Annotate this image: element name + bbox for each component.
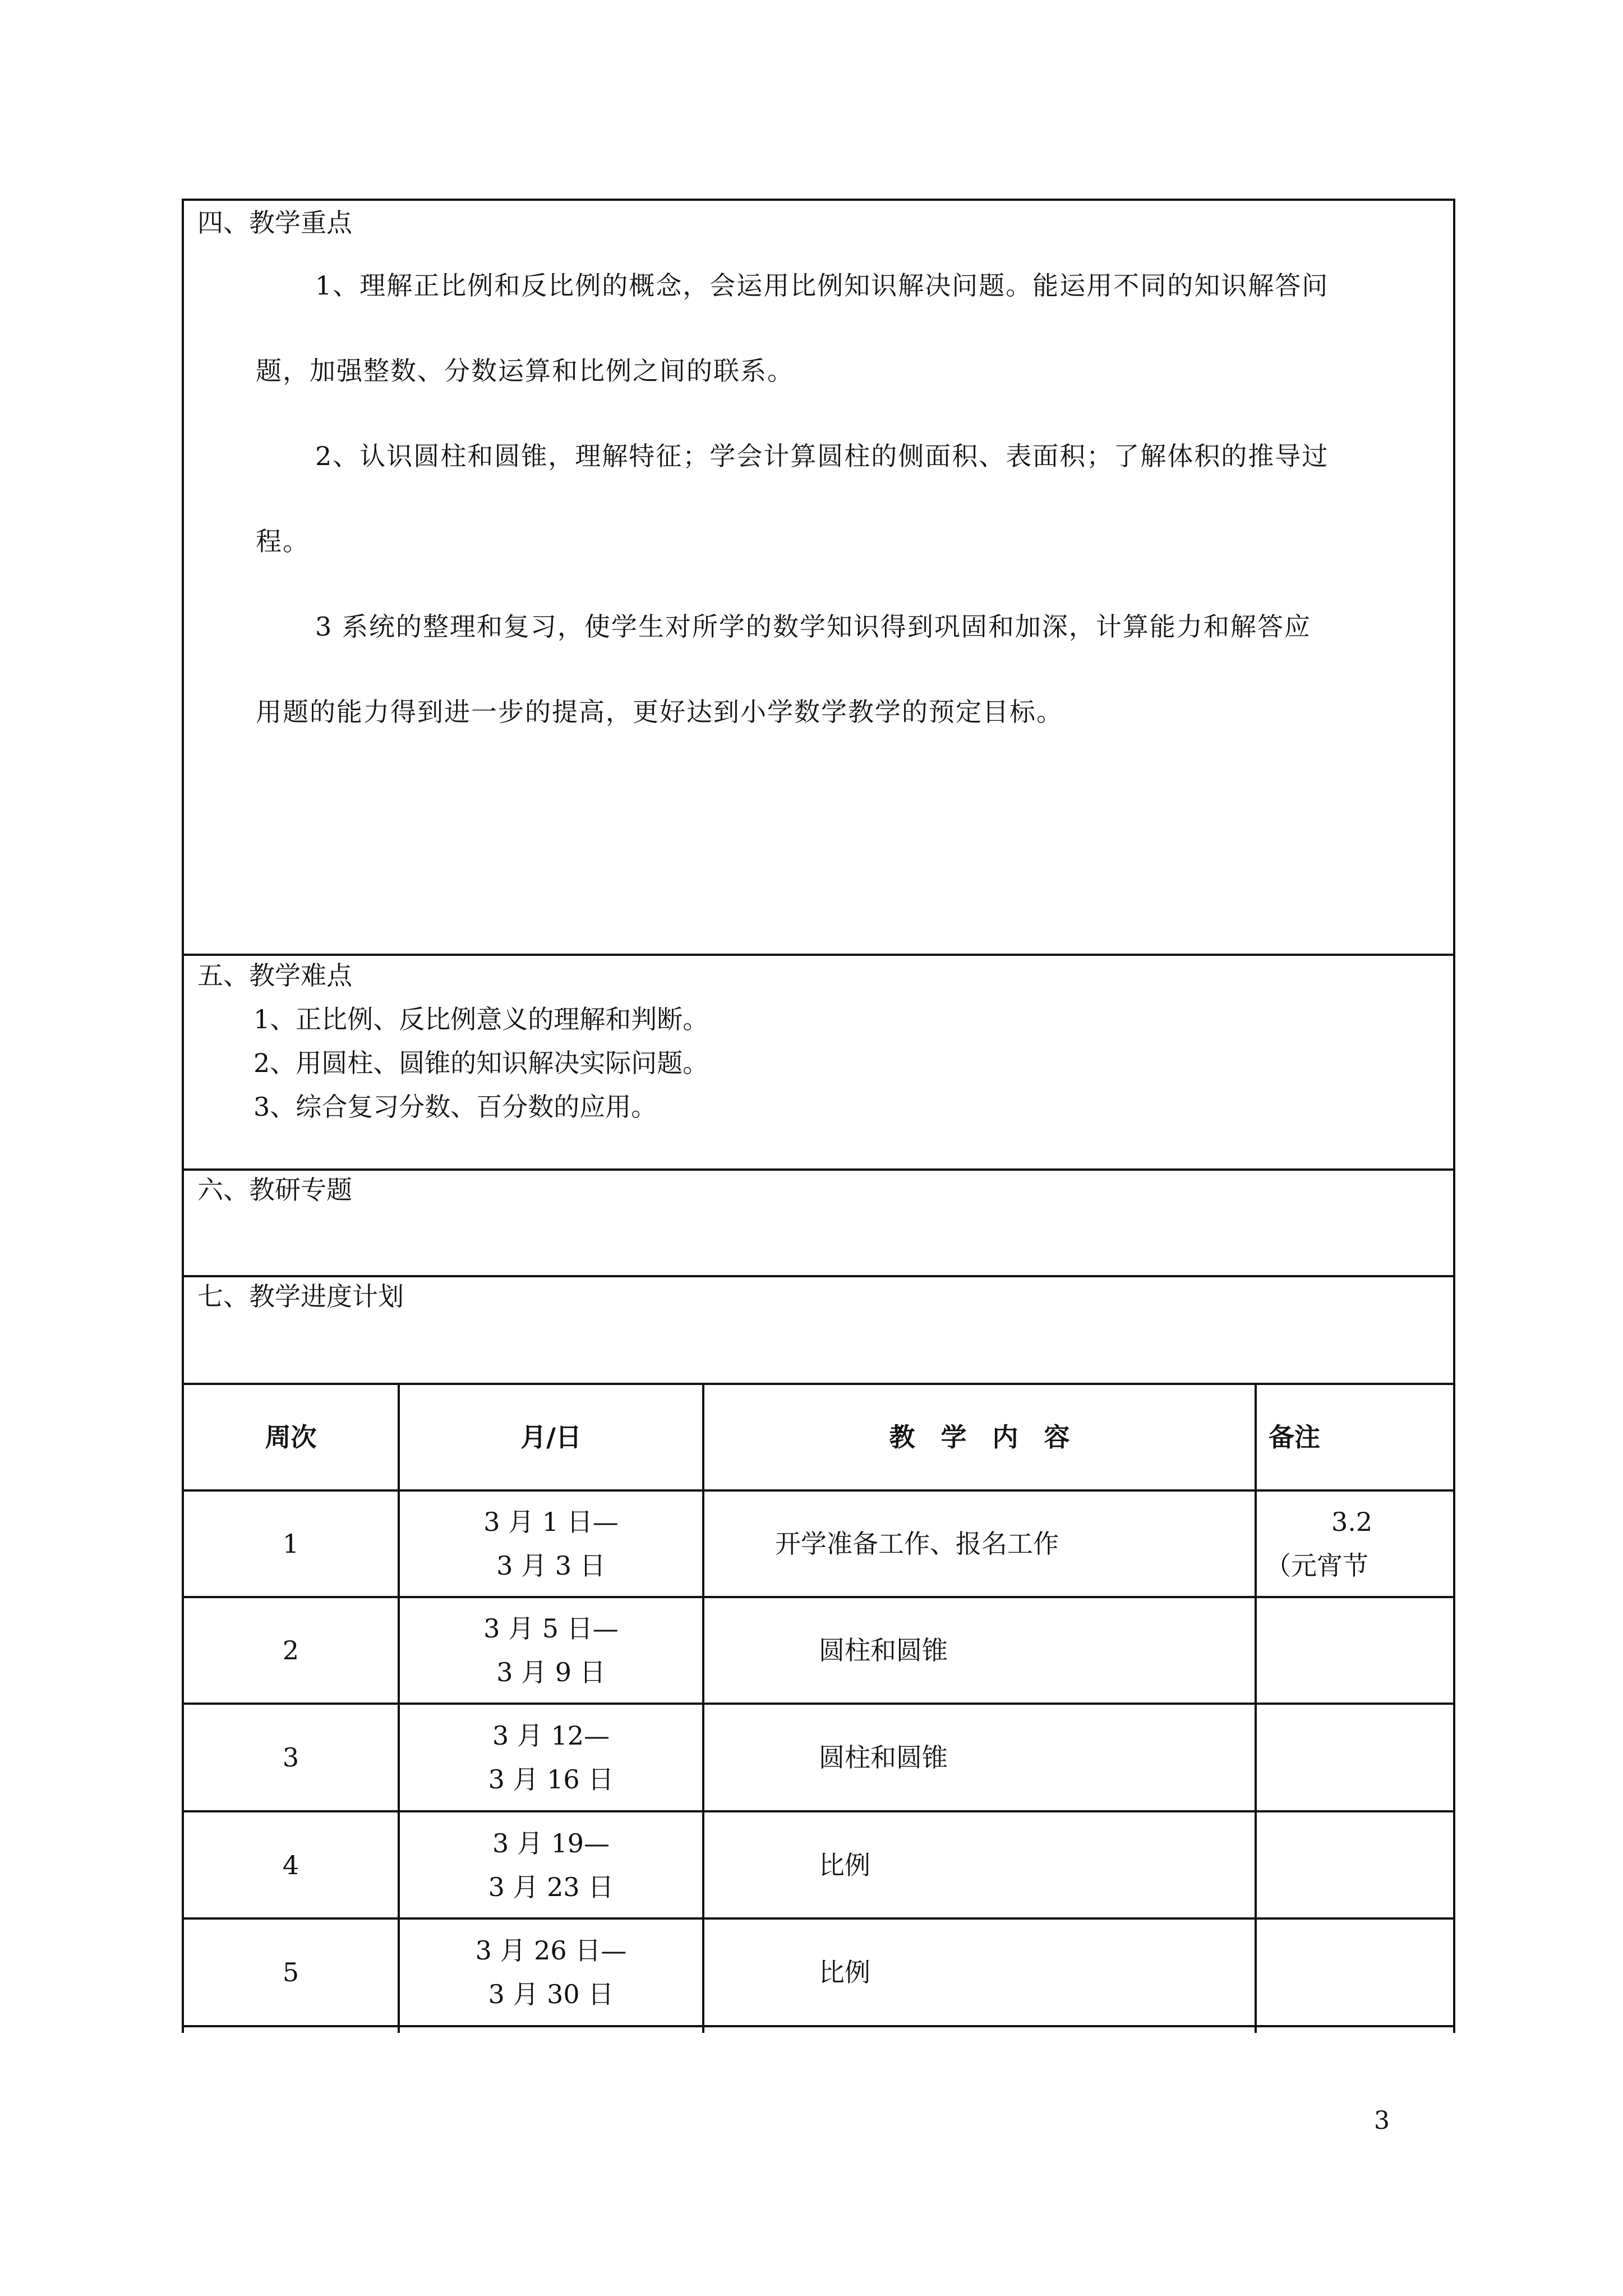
- date-cell: [400, 1920, 702, 2025]
- section-research-title: 六、教研专题: [197, 1175, 352, 1205]
- date-cell: [400, 1598, 702, 1703]
- date-start: 3 月 12—: [492, 1720, 610, 1751]
- content-text: 开学准备工作、报名工作: [775, 1529, 1059, 1559]
- table-bottom: [182, 2025, 1455, 2027]
- note-line-1: 3.2: [1331, 1507, 1373, 1537]
- date-start: 3 月 5 日—: [483, 1613, 619, 1644]
- date-start: 3 月 1 日—: [483, 1507, 619, 1537]
- table-row: [184, 1598, 398, 1703]
- content-cell: [819, 1920, 1251, 2025]
- week-cell: 2: [282, 1635, 299, 1665]
- focus-line-4: 程。: [256, 526, 310, 556]
- frame-right: [1453, 199, 1455, 2033]
- week-cell: 5: [282, 1957, 299, 1987]
- table-row: [184, 1812, 398, 1917]
- focus-line-2: 题，加强整数、分数运算和比例之间的联系。: [256, 356, 794, 386]
- frame-top: [182, 199, 1455, 201]
- section-focus-title: 四、教学重点: [197, 208, 352, 238]
- difficulty-line-3: 3、综合复习分数、百分数的应用。: [253, 1092, 657, 1122]
- table-row: [184, 1492, 398, 1596]
- date-start: 3 月 19—: [492, 1828, 610, 1858]
- content-cell: [775, 1492, 1252, 1596]
- table-row: [184, 1920, 398, 2025]
- section-schedule-title: 七、教学进度计划: [197, 1281, 404, 1312]
- focus-line-6: 用题的能力得到进一步的提高，更好达到小学数学教学的预定目标。: [256, 697, 1063, 727]
- table-col-line-3: [1255, 1383, 1257, 2033]
- date-end: 3 月 23 日: [488, 1871, 614, 1902]
- table-header-note: 备注: [1269, 1422, 1320, 1452]
- focus-line-3: 2、认识圆柱和圆锥，理解特征；学会计算圆柱的侧面积、表面积；了解体积的推导过: [315, 441, 1329, 471]
- date-cell: [400, 1705, 702, 1810]
- content-text: 圆柱和圆锥: [819, 1635, 948, 1665]
- date-end: 3 月 3 日: [496, 1550, 606, 1581]
- week-cell: 1: [282, 1529, 299, 1559]
- note-cell: [1265, 1492, 1450, 1596]
- focus-line-1: 1、理解正比例和反比例的概念，会运用比例知识解决问题。能运用不同的知识解答问: [315, 270, 1329, 301]
- content-text: 圆柱和圆锥: [819, 1742, 948, 1773]
- date-cell: [400, 1812, 702, 1917]
- date-cell: [400, 1492, 702, 1596]
- week-cell: 4: [282, 1849, 299, 1880]
- week-cell: 3: [282, 1742, 299, 1773]
- page-number: 3: [1374, 2106, 1390, 2135]
- date-end: 3 月 9 日: [496, 1657, 606, 1687]
- divider-difficulty-research: [182, 1168, 1455, 1171]
- content-cell: [819, 1812, 1251, 1917]
- divider-research-schedule: [182, 1275, 1455, 1277]
- table-row: [184, 1705, 398, 1810]
- difficulty-line-1: 1、正比例、反比例意义的理解和判断。: [253, 1004, 709, 1034]
- date-end: 3 月 30 日: [488, 1979, 614, 2009]
- content-text: 比例: [819, 1849, 870, 1880]
- focus-line-5: 3 系统的整理和复习，使学生对所学的数学知识得到巩固和加深，计算能力和解答应: [315, 611, 1311, 642]
- divider-focus-difficulty: [182, 954, 1455, 956]
- table-header-date: 月/日: [520, 1422, 582, 1452]
- content-cell: [819, 1705, 1251, 1810]
- content-text: 比例: [819, 1957, 870, 1987]
- table-header-week: 周次: [265, 1422, 317, 1452]
- date-end: 3 月 16 日: [488, 1764, 614, 1795]
- note-line-2: （元宵节: [1265, 1550, 1368, 1581]
- table-header-content: 教 学 内 容: [889, 1422, 1070, 1452]
- date-start: 3 月 26 日—: [475, 1935, 627, 1966]
- section-difficulty-title: 五、教学难点: [197, 960, 352, 991]
- difficulty-line-2: 2、用圆柱、圆锥的知识解决实际问题。: [253, 1048, 709, 1078]
- content-cell: [819, 1598, 1251, 1703]
